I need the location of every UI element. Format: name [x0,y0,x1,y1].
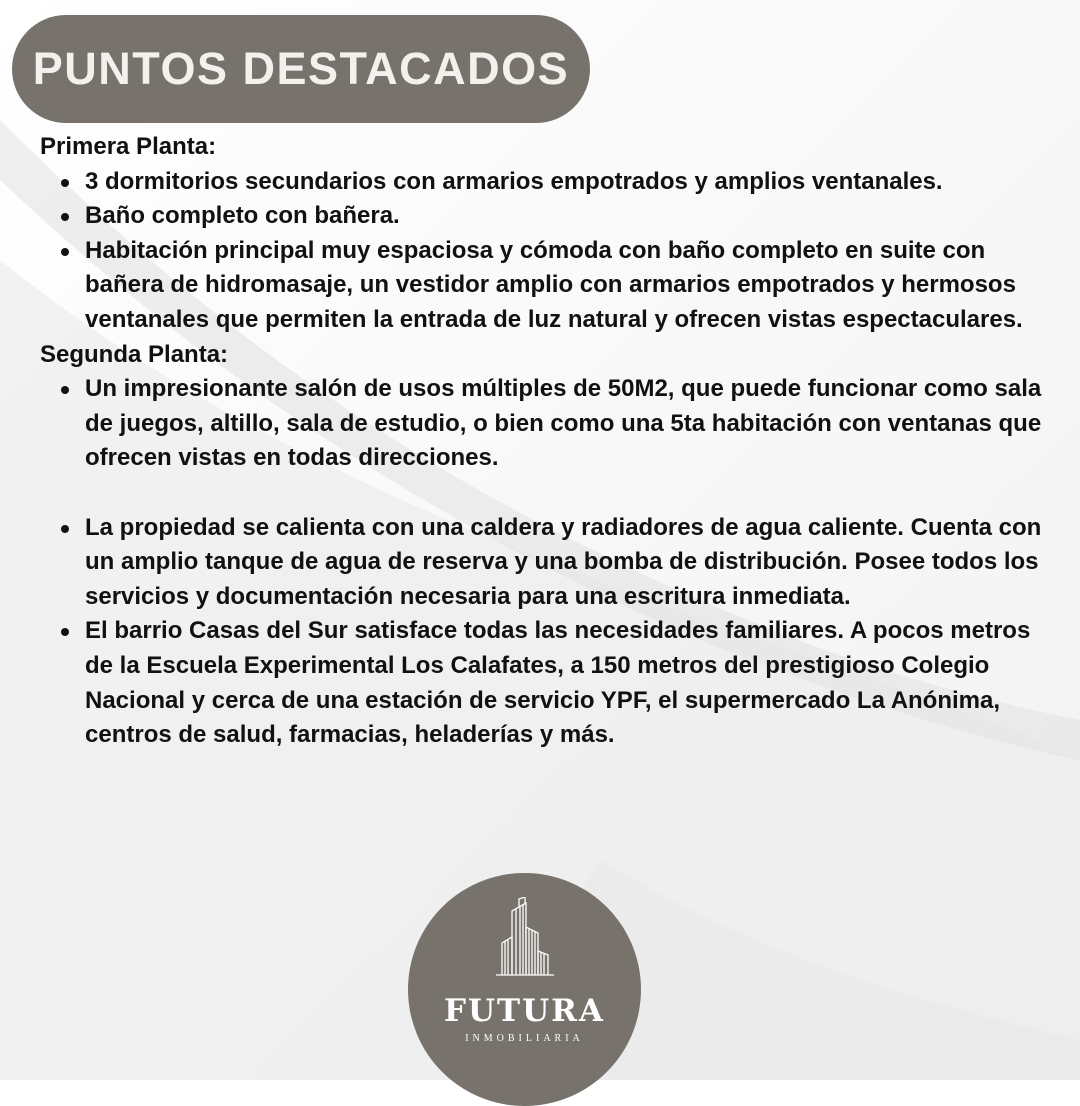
logo-name: FUTURA [444,993,605,1029]
list-item: La propiedad se calienta con una caldera y radiadores de agua caliente. Cuenta con un amplio tanque de agua de reserva y una bomba de distribución. Posee todos los servicios y documentación necesaria para una escritura inmediata. [85,511,1050,615]
list-item: Habitación principal muy espaciosa y cómoda con baño completo en suite con bañera de hidromasaje, un vestidor amplio con armarios empotrados y hermosos ventanales que permiten la entrada de luz natural y ofrecen vistas espectaculares. [85,234,1050,338]
first-floor-list [40,165,1050,338]
building-icon [492,897,558,977]
list-item: El barrio Casas del Sur satisface todas las necesidades familiares. A pocos metros de la Escuela Experimental Los Calafates, a 150 metros del prestigioso Colegio Nacional y cerca de una estación de servicio YPF, el supermercado La Anónima, centros de salud, farmacias, heladerías y más. [85,614,1050,752]
company-logo [408,873,641,1106]
second-floor-list [40,372,1050,476]
page-title: PUNTOS DESTACADOS [32,43,570,94]
logo-subtitle: INMOBILIARIA [465,1033,584,1044]
first-floor-heading: Primera Planta: [40,133,217,160]
spacer [40,476,1050,511]
list-item: 3 dormitorios secundarios con armarios empotrados y amplios ventanales. [85,165,1050,200]
list-item: Baño completo con bañera. [85,199,1050,234]
general-list [40,511,1050,753]
title-pill [12,15,590,123]
list-item: Un impresionante salón de usos múltiples de 50M2, que puede funcionar como sala de juegos, altillo, sala de estudio, o bien como una 5ta habitación con ventanas que ofrecen vistas en todas direcciones. [85,372,1050,476]
highlights-content [40,130,1050,753]
second-floor-heading: Segunda Planta: [40,340,229,368]
